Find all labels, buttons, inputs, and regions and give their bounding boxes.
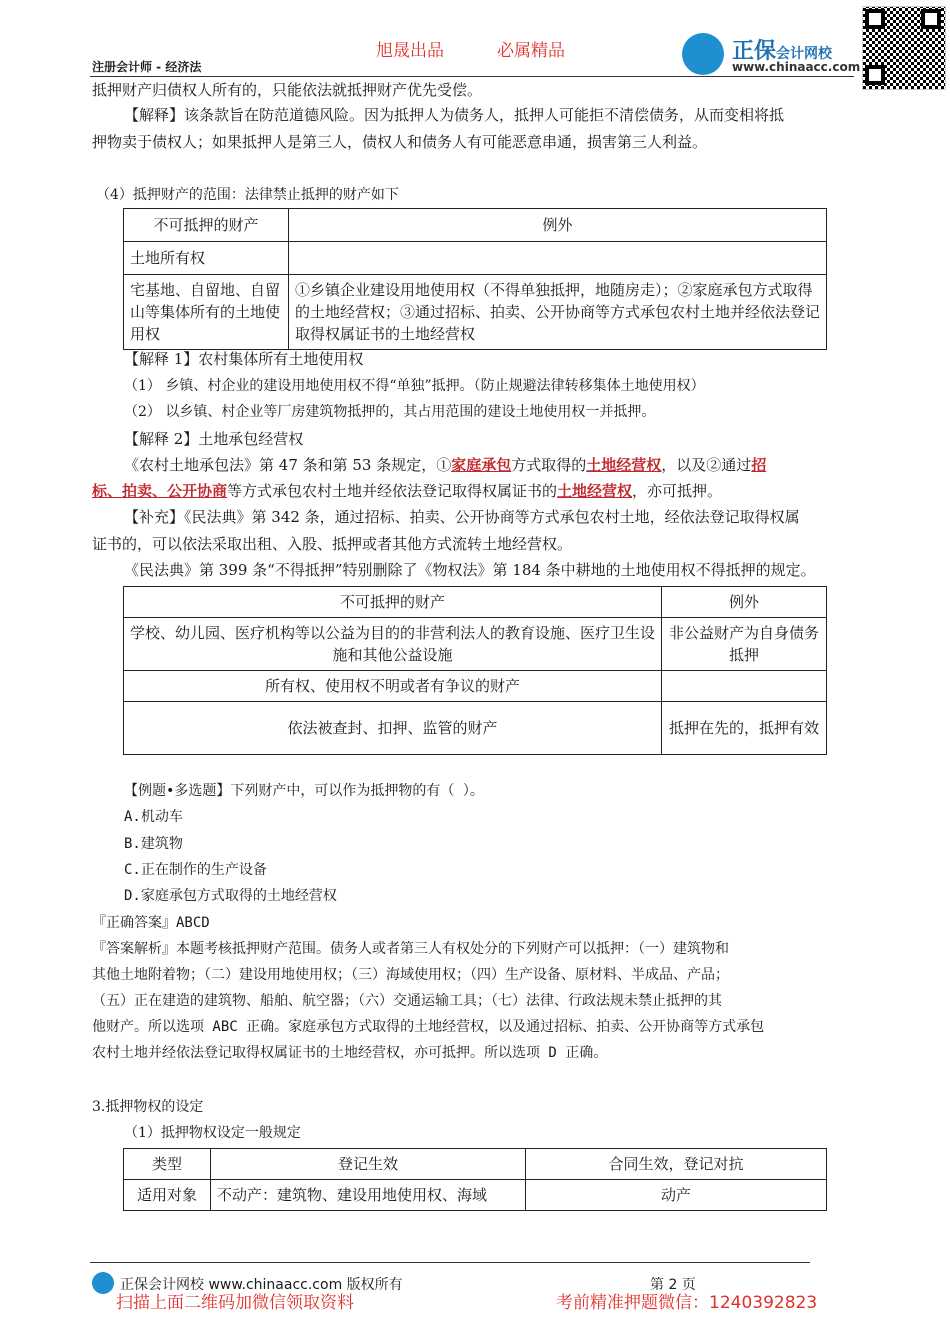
table-cell: 宅基地、自留地、自留山等集体所有的土地使用权 xyxy=(124,275,289,350)
section-heading: （4）抵押财产的范围：法律禁止抵押的财产如下 xyxy=(96,187,399,203)
paragraph: 【补充】《民法典》第 342 条，通过招标、拍卖、公开协商等方式承包农村土地，经依法登记取得权属 xyxy=(124,508,800,526)
table-cell: 所有权、使用权不明或者有争议的财产 xyxy=(124,671,662,702)
table-header: 例外 xyxy=(289,209,827,242)
option-c: C.正在制作的生产设备 xyxy=(124,862,267,878)
paragraph: （1） 乡镇、村企业的建设用地使用权不得“单独”抵押。（防止规避法律转移集体土地使用权） xyxy=(124,378,705,394)
subsection-heading: （1）抵押物权设定一般规定 xyxy=(124,1125,301,1141)
table-cell: 依法被查封、扣押、监管的财产 xyxy=(124,702,662,755)
paragraph: 抵押财产归债权人所有的，只能依法就抵押财产优先受偿。 xyxy=(92,81,483,99)
logo-title: 正保会计网校 xyxy=(732,39,833,64)
table-header: 不可抵押的财产 xyxy=(124,587,662,618)
answer-explanation: 『答案解析』本题考核抵押财产范围。债务人或者第三人有权处分的下列财产可以抵押：（一）建筑物和 xyxy=(92,941,729,957)
table-cell: 抵押在先的，抵押有效 xyxy=(662,702,827,755)
question-stem: 【例题•多选题】下列财产中，可以作为抵押物的有（ ）。 xyxy=(124,783,484,799)
paragraph: 【解释】该条款旨在防范道德风险。因为抵押人为债务人，抵押人可能拒不清偿债务，从而变相将抵 xyxy=(124,106,785,124)
table-cell xyxy=(662,671,827,702)
correct-answer: 『正确答案』ABCD xyxy=(92,915,210,931)
answer-explanation: 农村土地并经依法登记取得权属证书的土地经营权，亦可抵押。所以选项 D 正确。 xyxy=(92,1045,608,1061)
qr-code-icon xyxy=(862,6,946,90)
table-cell: 学校、幼儿园、医疗机构等以公益为目的的非营利法人的教育设施、医疗卫生设施和其他公益设施 xyxy=(124,618,662,671)
explanation-heading: 【解释 2】土地承包经营权 xyxy=(124,430,304,448)
option-d: D.家庭承包方式取得的土地经营权 xyxy=(124,888,337,904)
footer-divider xyxy=(90,1262,810,1263)
header-subject: 注册会计师 - 经济法 xyxy=(92,60,202,74)
answer-explanation: 其他土地附着物；（二）建设用地使用权；（三）海域使用权；（四）生产设备、原材料、半成品、产品； xyxy=(92,967,729,983)
footer-copyright: 正保会计网校 www.chinaacc.com 版权所有 xyxy=(120,1277,403,1293)
table-cell: 土地所有权 xyxy=(124,242,289,275)
chinaacc-logo-icon xyxy=(682,33,724,75)
table-cell: ①乡镇企业建设用地使用权（不得单独抵押，地随房走）；②家庭承包方式取得的土地经营权；③通过招标、拍卖、公开协商等方式承包农村土地并经依法登记取得权属证书的土地经营权 xyxy=(289,275,827,350)
answer-explanation: （五）正在建造的建筑物、船舶、航空器；（六）交通运输工具；（七）法律、行政法规未禁止抵押的其 xyxy=(92,993,722,1009)
option-b: B.建筑物 xyxy=(124,836,183,852)
table-header: 合同生效，登记对抗 xyxy=(526,1149,827,1180)
paragraph: 证书的，可以依法采取出租、入股、抵押或者其他方式流转土地经营权。 xyxy=(92,535,573,553)
section-heading: 3.抵押物权的设定 xyxy=(92,1099,204,1115)
answer-explanation: 他财产。所以选项 ABC 正确。家庭承包方式取得的土地经营权，以及通过招标、拍卖、公开协商等方式承包 xyxy=(92,1019,765,1035)
option-a: A.机动车 xyxy=(124,809,183,825)
header-brand-right: 必属精品 xyxy=(497,41,565,61)
paragraph: 《农村土地承包法》第 47 条和第 53 条规定，①家庭承包方式取得的土地经营权，以及②通过招 xyxy=(124,456,767,474)
paragraph: 《民法典》第 399 条“不得抵押”特别删除了《物权法》第 184 条中耕地的土地使用权不得抵押的规定。 xyxy=(124,561,816,579)
logo-url: www.chinaacc.com xyxy=(732,60,861,74)
paragraph: 标、拍卖、公开协商等方式承包农村土地并经依法登记取得权属证书的土地经营权，亦可抵押。 xyxy=(92,482,723,500)
chinaacc-logo-icon xyxy=(92,1272,114,1294)
footer-promo-left: 扫描上面二维码加微信领取资料 xyxy=(116,1293,354,1313)
prohibited-property-table-2 xyxy=(123,586,827,755)
table-cell: 不动产：建筑物、建设用地使用权、海域 xyxy=(211,1180,526,1211)
mortgage-setup-table xyxy=(123,1148,827,1211)
table-header: 登记生效 xyxy=(211,1149,526,1180)
table-header: 例外 xyxy=(662,587,827,618)
table-header: 不可抵押的财产 xyxy=(124,209,289,242)
table-cell: 适用对象 xyxy=(124,1180,211,1211)
page-number: 第 2 页 xyxy=(650,1277,696,1293)
table-header: 类型 xyxy=(124,1149,211,1180)
footer-promo-right: 考前精准押题微信：1240392823 xyxy=(556,1293,818,1313)
prohibited-property-table xyxy=(123,208,827,350)
paragraph: （2） 以乡镇、村企业等厂房建筑物抵押的，其占用范围的建设土地使用权一并抵押。 xyxy=(124,404,656,420)
table-cell: 动产 xyxy=(526,1180,827,1211)
table-cell xyxy=(289,242,827,275)
paragraph: 押物卖于债权人；如果抵押人是第三人，债权人和债务人有可能恶意串通，损害第三人利益。 xyxy=(92,133,708,151)
header-brand-left: 旭晟出品 xyxy=(376,41,444,61)
explanation-heading: 【解释 1】农村集体所有土地使用权 xyxy=(124,350,364,368)
table-cell: 非公益财产为自身债务抵押 xyxy=(662,618,827,671)
